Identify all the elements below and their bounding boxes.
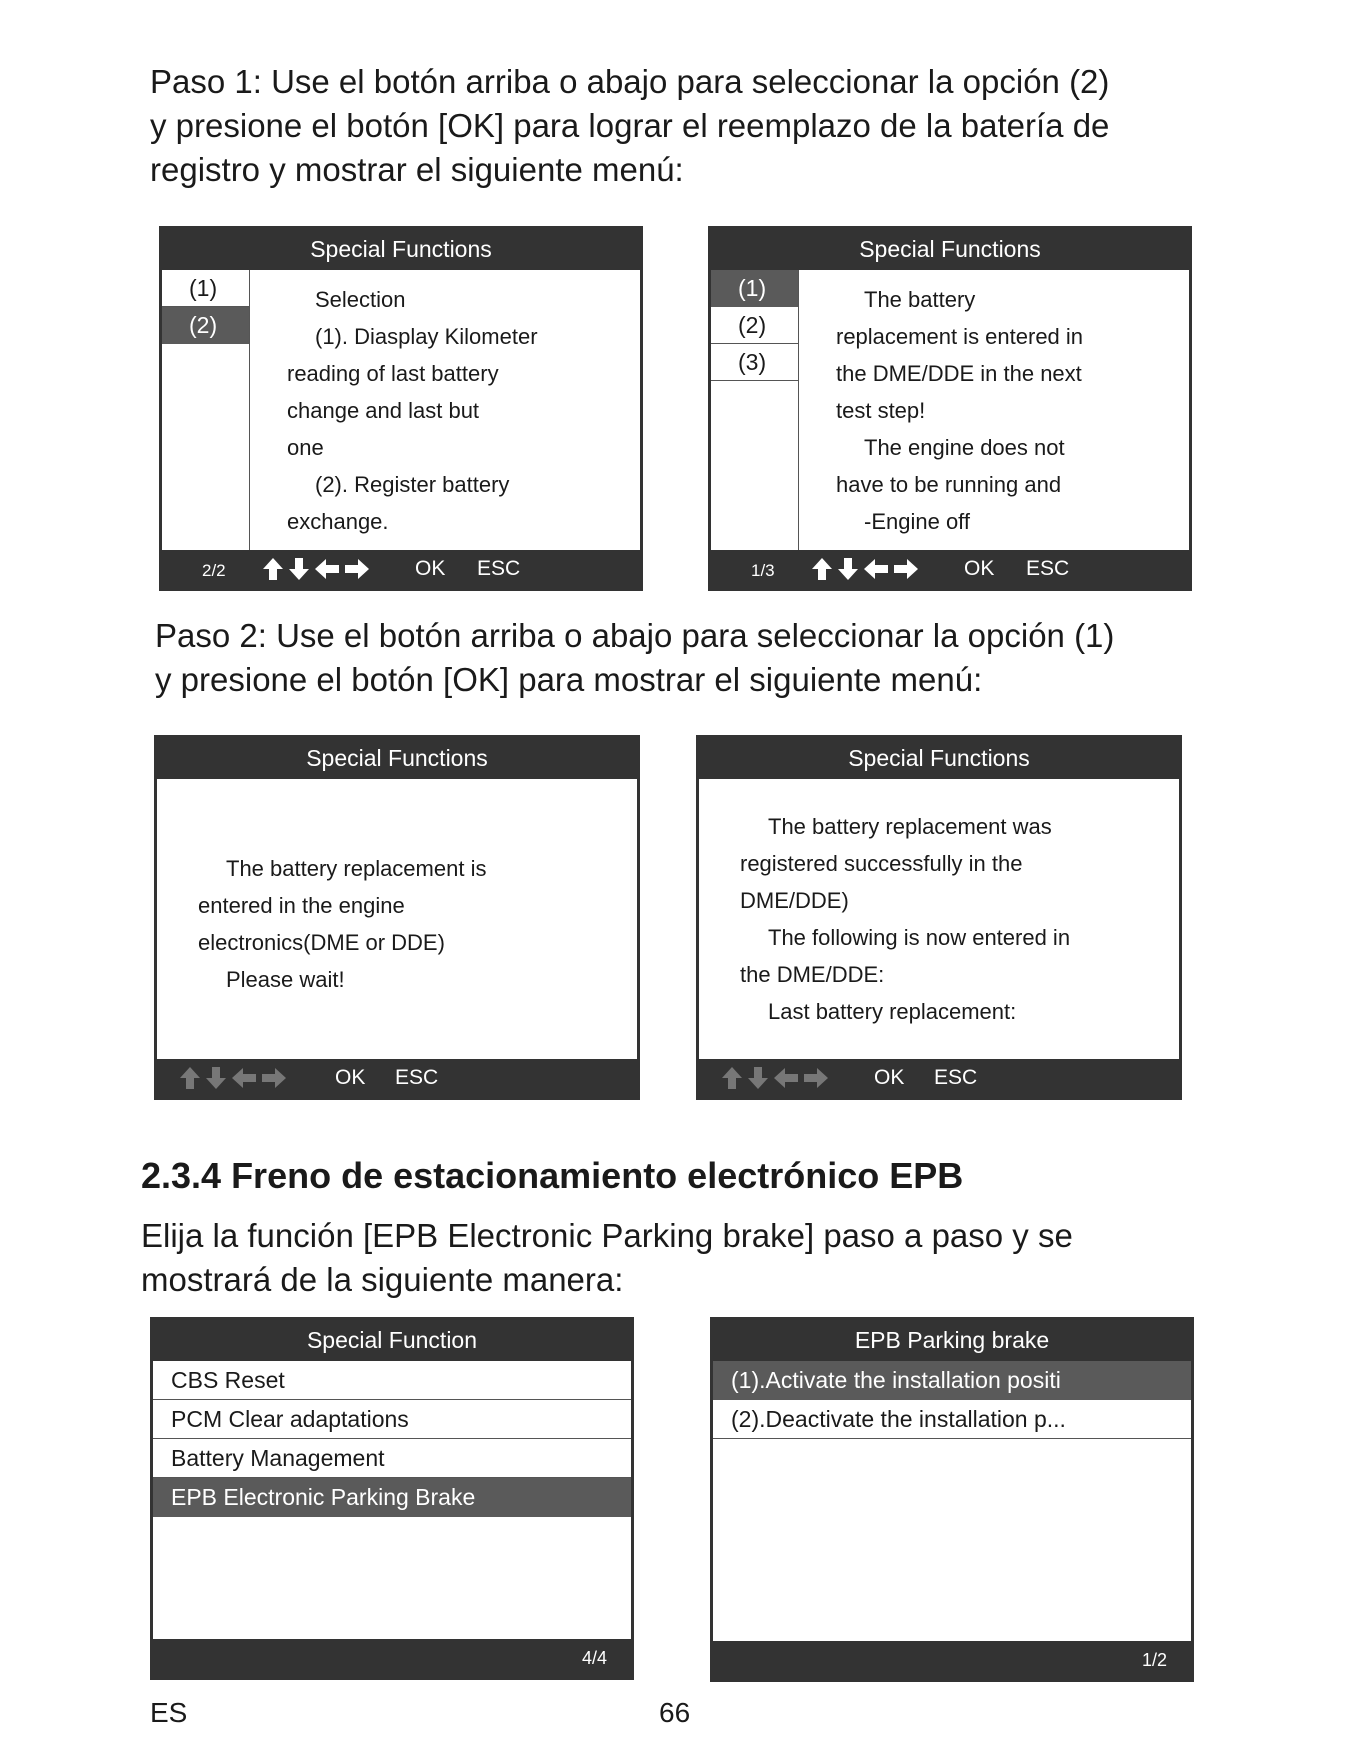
footer-language: ES — [150, 1697, 188, 1728]
esc-button[interactable]: ESC — [477, 557, 521, 580]
arrow-down-icon[interactable] — [205, 1066, 227, 1090]
screen-footer — [699, 1059, 1179, 1097]
nav-arrows — [179, 1059, 291, 1097]
menu-item-deactivate-installation[interactable]: (2).Deactivate the installation p... — [713, 1400, 1191, 1439]
body-line: electronics(DME or DDE) — [198, 930, 445, 955]
screen-body-text — [740, 808, 1070, 1030]
menu-item-cbs-reset[interactable]: CBS Reset — [153, 1361, 631, 1400]
menu-item-battery-management[interactable]: Battery Management — [153, 1439, 631, 1478]
menu-item-pcm-clear[interactable]: PCM Clear adaptations — [153, 1400, 631, 1439]
body-line: The battery replacement is — [226, 856, 487, 881]
arrow-left-icon[interactable] — [773, 1067, 799, 1089]
arrow-right-icon[interactable] — [803, 1067, 829, 1089]
screen-special-function-menu — [150, 1317, 634, 1680]
arrow-down-icon[interactable] — [288, 557, 310, 581]
screen-title: Special Functions — [157, 738, 637, 779]
body-line: Please wait! — [226, 967, 345, 992]
screen-title: Special Function — [153, 1320, 631, 1361]
arrow-right-icon[interactable] — [893, 558, 919, 580]
arrow-up-icon[interactable] — [262, 557, 284, 581]
nav-arrows — [262, 550, 374, 588]
screen-footer — [153, 1639, 631, 1677]
step1-paragraph — [150, 60, 1109, 192]
body-line: replacement is entered in — [836, 324, 1084, 349]
ok-button[interactable]: OK — [335, 1066, 366, 1089]
option-index-2[interactable]: (2) — [711, 307, 798, 344]
body-line: one — [287, 435, 324, 460]
arrow-left-icon[interactable] — [863, 558, 889, 580]
step1-line: Paso 1: Use el botón arriba o abajo para seleccionar la opción (2) — [150, 63, 1110, 100]
body-line: The following is now entered in — [768, 925, 1071, 950]
arrow-up-icon[interactable] — [721, 1066, 743, 1090]
option-index-1[interactable]: (1) — [711, 270, 798, 307]
body-line: (1). Diasplay Kilometer — [315, 324, 538, 349]
nav-arrows — [721, 1059, 833, 1097]
ok-button[interactable]: OK — [964, 557, 995, 580]
menu-item-epb[interactable]: EPB Electronic Parking Brake — [153, 1478, 631, 1517]
screen-footer — [162, 550, 640, 588]
body-line: reading of last battery — [287, 361, 499, 386]
screen-register-selection — [159, 226, 643, 591]
section-heading: 2.3.4 Freno de estacionamiento electrónico EPB — [141, 1155, 964, 1196]
arrow-right-icon[interactable] — [261, 1067, 287, 1089]
step1-line: y presione el botón [OK] para lograr el reemplazo de la batería de — [150, 107, 1110, 144]
screen-title: Special Functions — [711, 229, 1189, 270]
body-line: test step! — [836, 398, 926, 423]
screen-footer — [711, 550, 1189, 588]
esc-button[interactable]: ESC — [934, 1066, 978, 1089]
esc-button[interactable]: ESC — [395, 1066, 439, 1089]
page-indicator: 1/3 — [751, 561, 775, 580]
body-line: exchange. — [287, 509, 389, 534]
body-line: the DME/DDE: — [740, 962, 885, 987]
page-indicator: 1/2 — [1141, 1650, 1167, 1670]
option-index-2[interactable]: (2) — [162, 307, 249, 344]
screen-body-text — [198, 850, 486, 998]
body-line: Selection — [315, 287, 406, 312]
body-line: have to be running and — [836, 472, 1062, 497]
screen-footer — [157, 1059, 637, 1097]
arrow-up-icon[interactable] — [811, 557, 833, 581]
body-line: registered successfully in the — [740, 851, 1023, 876]
ok-button[interactable]: OK — [874, 1066, 905, 1089]
option-index-list — [162, 270, 250, 550]
arrow-up-icon[interactable] — [179, 1066, 201, 1090]
intro-line: Elija la función [EPB Electronic Parking brake] paso a paso y se — [141, 1217, 1073, 1254]
page-indicator: 4/4 — [581, 1648, 607, 1668]
menu-item-activate-installation[interactable]: (1).Activate the installation positi — [713, 1361, 1191, 1400]
section-intro — [141, 1214, 1073, 1302]
nav-arrows — [811, 550, 923, 588]
epb-option-list — [713, 1361, 1191, 1439]
screen-title: Special Functions — [162, 229, 640, 270]
body-line: change and last but — [287, 398, 480, 423]
option-index-list — [711, 270, 799, 550]
step1-line: registro y mostrar el siguiente menú: — [150, 151, 684, 188]
footer-page-number: 66 — [659, 1697, 691, 1728]
body-line: The battery replacement was — [768, 814, 1052, 839]
option-index-3[interactable]: (3) — [711, 344, 798, 381]
body-line: DME/DDE) — [740, 888, 849, 913]
body-line: the DME/DDE in the next — [836, 361, 1082, 386]
body-line: (2). Register battery — [315, 472, 510, 497]
step2-line: y presione el botón [OK] para mostrar el siguiente menú: — [155, 661, 983, 698]
body-line: The engine does not — [864, 435, 1065, 460]
screen-replacement-registered — [696, 735, 1182, 1100]
screen-title: EPB Parking brake — [713, 1320, 1191, 1361]
function-list — [153, 1361, 631, 1517]
ok-button[interactable]: OK — [415, 557, 446, 580]
option-index-1[interactable]: (1) — [162, 270, 249, 307]
body-line: Last battery replacement: — [768, 999, 1017, 1024]
screen-epb-parking-brake — [710, 1317, 1194, 1682]
esc-button[interactable]: ESC — [1026, 557, 1070, 580]
arrow-left-icon[interactable] — [231, 1067, 257, 1089]
body-line: The battery — [864, 287, 976, 312]
arrow-left-icon[interactable] — [314, 558, 340, 580]
screen-battery-replacement-info — [708, 226, 1192, 591]
body-line: entered in the engine — [198, 893, 405, 918]
arrow-down-icon[interactable] — [747, 1066, 769, 1090]
screen-footer — [713, 1641, 1191, 1679]
step2-line: Paso 2: Use el botón arriba o abajo para seleccionar la opción (1) — [155, 617, 1115, 654]
intro-line: mostrará de la siguiente manera: — [141, 1261, 624, 1298]
arrow-down-icon[interactable] — [837, 557, 859, 581]
step2-paragraph — [155, 614, 1114, 702]
page-indicator: 2/2 — [202, 561, 226, 580]
body-line: -Engine off — [864, 509, 971, 534]
screen-body-text — [287, 281, 538, 540]
arrow-right-icon[interactable] — [344, 558, 370, 580]
screen-title: Special Functions — [699, 738, 1179, 779]
screen-please-wait — [154, 735, 640, 1100]
screen-body-text — [836, 281, 1083, 540]
